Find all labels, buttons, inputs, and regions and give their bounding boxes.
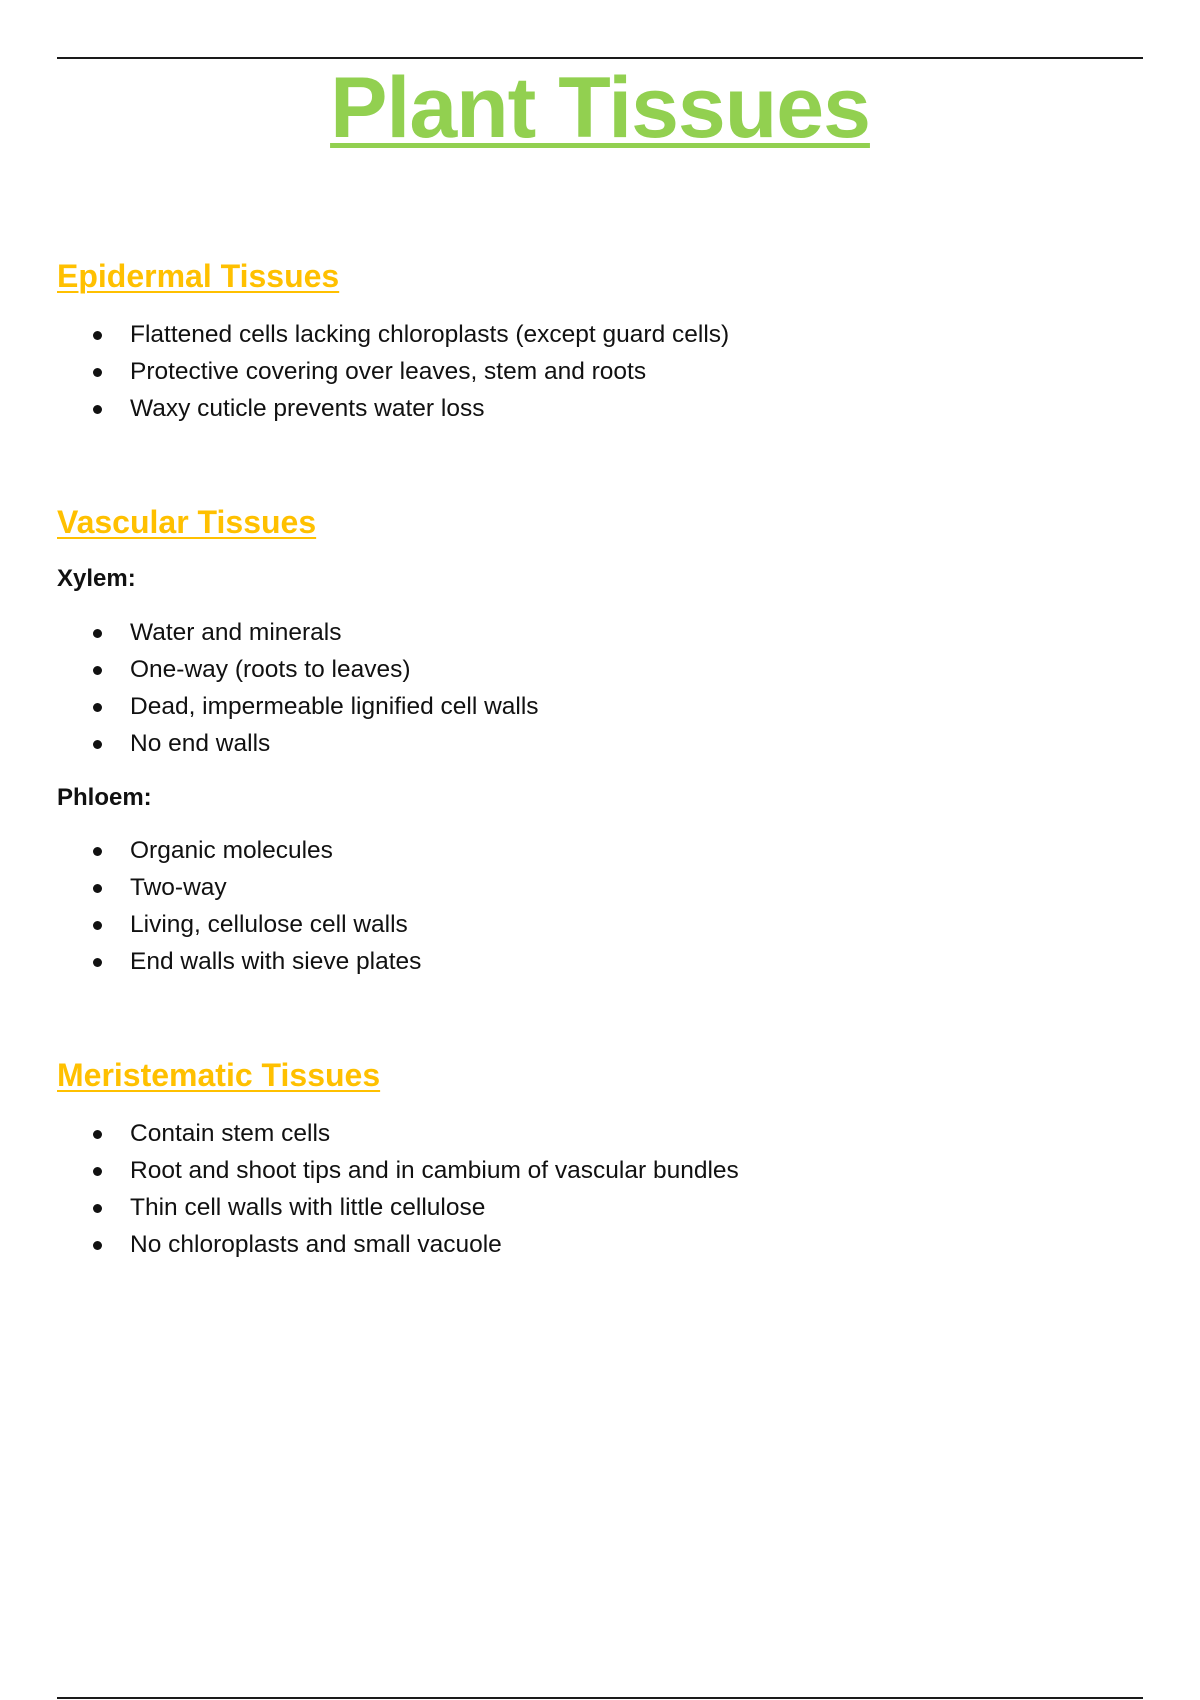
bullet-icon [93,666,102,675]
bullet-icon [93,958,102,967]
list-phloem [0,832,421,980]
bullet-icon [93,740,102,749]
list-item [0,832,421,869]
list-item [0,688,539,725]
bullet-icon [93,1204,102,1213]
list-item [0,390,729,427]
bullet-icon [93,331,102,340]
list-item [0,1226,739,1263]
list-item-text: Dead, impermeable lignified cell walls [130,693,539,720]
bullet-icon [93,1130,102,1139]
list-meristematic-tissues [0,1115,739,1263]
list-item-text: Root and shoot tips and in cambium of vascular bundles [130,1157,739,1184]
bullet-icon [93,884,102,893]
subheading-xylem: Xylem: [57,565,136,592]
list-item-text: Protective covering over leaves, stem and roots [130,358,647,385]
list-item [0,1115,739,1152]
bullet-icon [93,703,102,712]
heading-meristematic-tissues: Meristematic Tissues [57,1057,381,1093]
list-item-text: Organic molecules [130,837,333,864]
list-item-text: No chloroplasts and small vacuole [130,1231,502,1258]
heading-vascular-tissues: Vascular Tissues [57,504,317,540]
subheading-phloem: Phloem: [57,784,152,811]
list-item [0,353,729,390]
page-title: Plant Tissues [330,60,870,156]
bullet-icon [93,405,102,414]
list-item-text: Water and minerals [130,619,342,646]
bullet-icon [93,847,102,856]
list-item-text: Waxy cuticle prevents water loss [130,395,485,422]
list-xylem [0,614,539,762]
heading-epidermal-tissues: Epidermal Tissues [57,258,340,294]
list-item [0,1189,739,1226]
list-epidermal-tissues [0,316,729,427]
bullet-icon [93,629,102,638]
list-item-text: Thin cell walls with little cellulose [130,1194,486,1221]
list-item-text: Living, cellulose cell walls [130,911,408,938]
bottom-border-line [57,1697,1143,1699]
bullet-icon [93,1241,102,1250]
list-item-text: Two-way [130,874,227,901]
list-item [0,869,421,906]
list-item [0,1152,739,1189]
list-item-text: Contain stem cells [130,1120,331,1147]
list-item-text: No end walls [130,730,271,757]
list-item-text: Flattened cells lacking chloroplasts (except guard cells) [130,321,730,348]
list-item [0,725,539,762]
list-item [0,943,421,980]
bullet-icon [93,1167,102,1176]
bullet-icon [93,368,102,377]
list-item [0,316,729,353]
list-item-text: One-way (roots to leaves) [130,656,411,683]
list-item [0,614,539,651]
bullet-icon [93,921,102,930]
list-item-text: End walls with sieve plates [130,948,422,975]
list-item [0,651,539,688]
list-item [0,906,421,943]
